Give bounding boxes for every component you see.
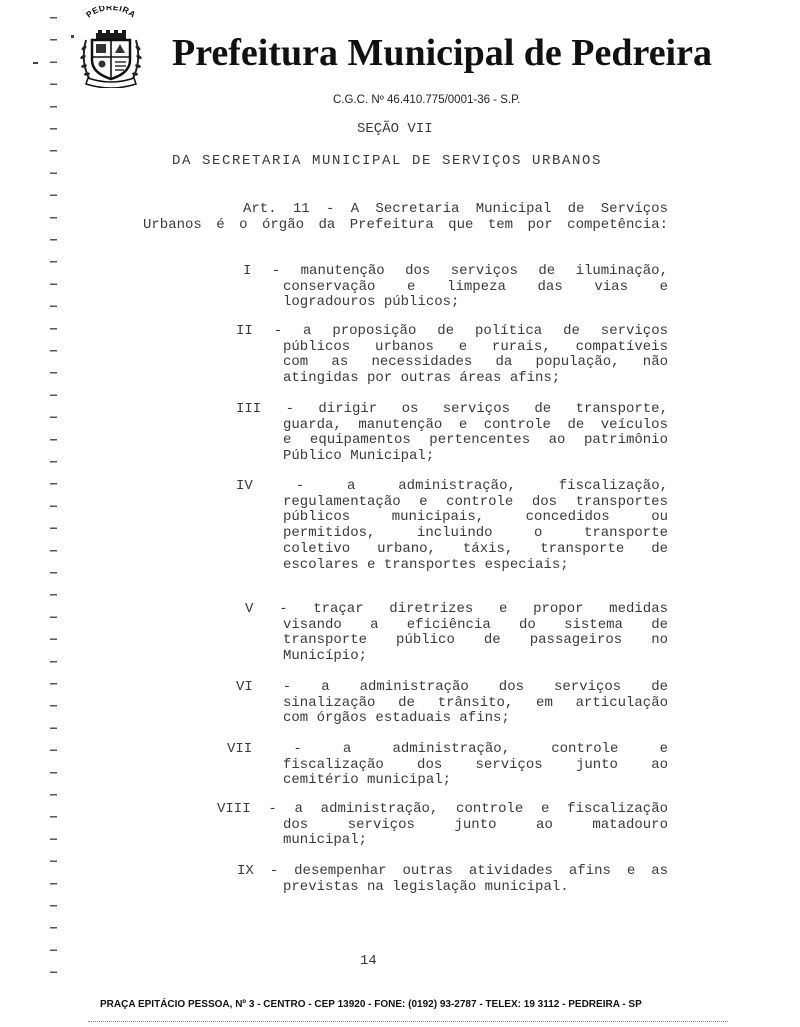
list-item-label: IV - — [236, 478, 305, 494]
list-item-label: I - — [243, 263, 281, 279]
list-item-line: públicos municipais, concedidos ou — [283, 509, 668, 526]
list-item-text: a proposição de política de serviços — [303, 323, 669, 339]
list-item-text: a administração, fiscalização, — [346, 478, 668, 494]
list-item-label: IX - — [237, 863, 279, 879]
coat-of-arms-icon — [74, 6, 148, 88]
list-item-first-line — [243, 264, 668, 280]
list-item-line: atingidas por outras áreas afins; — [283, 370, 561, 387]
list-item-line: previstas na legislação municipal. — [283, 878, 569, 895]
list-item-iii — [0, 402, 668, 465]
list-item-label: VIII - — [217, 801, 277, 817]
list-item-first-line — [237, 864, 668, 880]
cgc-registration-number: C.G.C. Nº 46.410.775/0001-36 - S.P. — [333, 94, 521, 106]
list-item-text: manutenção dos serviços de iluminação, — [300, 263, 668, 279]
list-item-line: conservação e limpeza das vias e — [283, 278, 668, 295]
section-heading: SEÇÃO VII — [357, 121, 433, 137]
list-item-line: fiscalização dos serviços junto ao — [283, 756, 668, 773]
list-item-line: e equipamentos pertencentes ao patrimônio — [283, 432, 668, 449]
list-item-ii — [0, 324, 668, 387]
list-item-v — [0, 602, 668, 665]
list-item-first-line — [227, 742, 668, 758]
list-item-first-line — [236, 680, 668, 696]
list-item-line: guarda, manutenção e controle de veículos — [283, 416, 668, 433]
list-item-first-line — [236, 324, 668, 340]
list-item-line: Público Municipal; — [283, 448, 435, 465]
list-item-first-line — [236, 402, 668, 418]
list-item-line: públicos urbanos e rurais, compatíveis — [283, 338, 668, 355]
seal-lettering: PEDREIRA — [83, 6, 138, 20]
list-item-text: dirigir os serviços de transporte, — [318, 401, 668, 417]
list-item-iv — [0, 479, 668, 573]
list-item-label: VII - — [227, 741, 302, 757]
svg-text:PEDREIRA — [84, 6, 138, 20]
list-item-vii — [0, 742, 668, 789]
list-item-line: coletivo urbano, táxis, transporte de — [283, 540, 668, 557]
list-item-text: desempenhar outras atividades afins e as — [294, 863, 668, 879]
list-item-vi — [0, 680, 668, 727]
list-item-text: traçar diretrizes e propor medidas — [313, 601, 668, 617]
list-item-line: sinalização de trânsito, em articulação — [283, 694, 668, 711]
list-item-line: transporte público de passageiros no — [283, 632, 668, 649]
list-item-first-line — [236, 479, 668, 495]
list-item-label: VI - — [236, 679, 292, 695]
article-paragraph — [0, 202, 668, 233]
list-item-line: logradouros públicos; — [283, 294, 460, 311]
list-item-line: cemitério municipal; — [283, 772, 452, 789]
list-item-line: com órgãos estaduais afins; — [283, 710, 510, 727]
list-item-ix — [0, 864, 668, 895]
municipal-coat-of-arms-seal — [74, 6, 148, 88]
scan-edge-line — [88, 1021, 728, 1022]
page-number: 14 — [360, 953, 377, 969]
list-item-line: visando a eficiência do sistema de — [283, 616, 668, 633]
list-item-line: escolares e transportes especiais; — [283, 556, 569, 573]
section-subheading: DA SECRETARIA MUNICIPAL DE SERVIÇOS URBANOS — [172, 153, 603, 169]
letterhead-title: Prefeitura Municipal de Pedreira — [172, 32, 712, 74]
letterhead-footer-address: PRAÇA EPITÁCIO PESSOA, Nº 3 - CENTRO - CEP 13920 - FONE: (0192) 93-2787 - TELEX: 19 3112 - PEDREIRA - SP — [100, 999, 642, 1010]
list-item-label: II - — [236, 323, 283, 339]
list-item-label: V - — [245, 601, 288, 617]
list-item-first-line — [245, 602, 668, 618]
list-item-line: municipal; — [283, 832, 368, 849]
list-item-viii — [0, 802, 668, 849]
article-line: Urbanos é o órgão da Prefeitura que tem por competência: — [143, 216, 668, 233]
list-item-line: dos serviços junto ao matadouro — [283, 816, 668, 833]
list-item-text: a administração, controle e fiscalização — [294, 801, 668, 817]
list-item-line: regulamentação e controle dos transportes — [283, 493, 668, 510]
list-item-line: permitidos, incluindo o transporte — [283, 525, 668, 542]
list-item-text: a administração, controle e — [342, 741, 668, 757]
scan-mark — [33, 62, 38, 64]
list-item-i — [0, 264, 668, 311]
list-item-line: Município; — [283, 648, 368, 665]
list-item-text: a administração dos serviços de — [321, 679, 668, 695]
article-line: Art. 11 - A Secretaria Municipal de Serviços — [243, 201, 668, 217]
list-item-line: com as necessidades da população, não — [283, 354, 668, 371]
list-item-first-line — [217, 802, 668, 818]
list-item-label: III - — [236, 401, 294, 417]
